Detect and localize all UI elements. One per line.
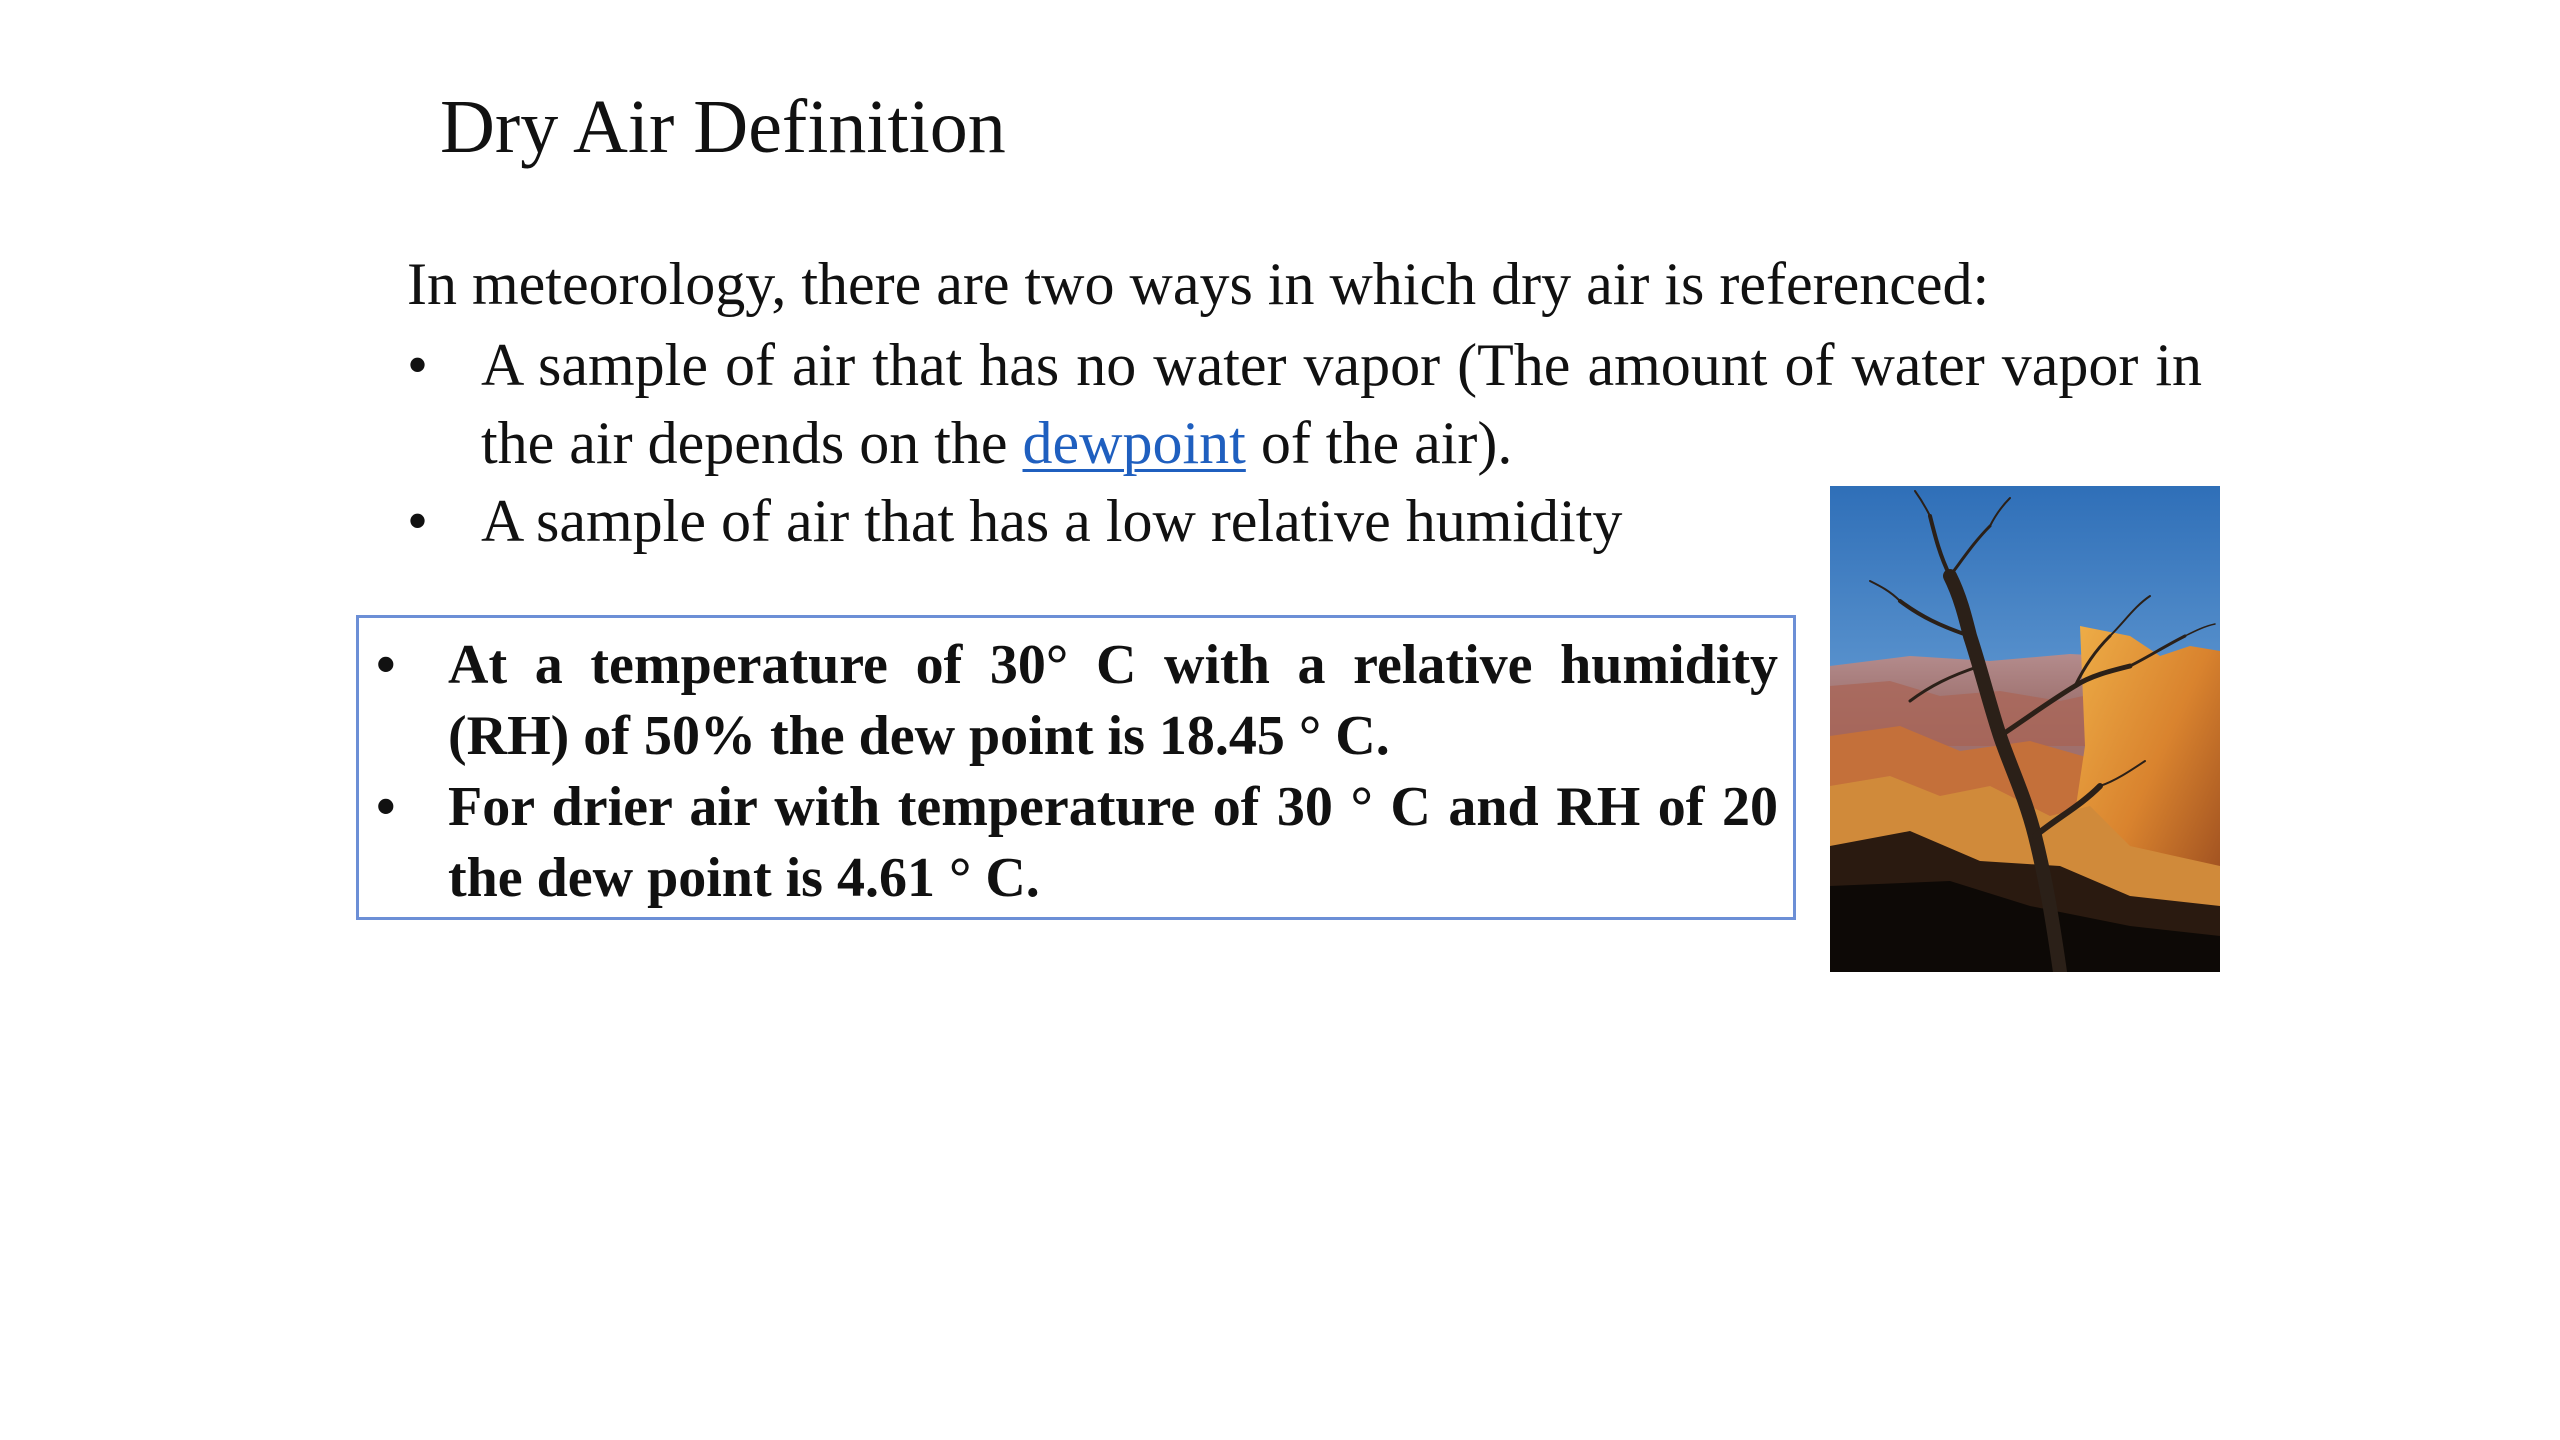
example-list (376, 630, 1778, 914)
bullet-symbol: • (407, 488, 429, 554)
intro-text: In meteorology, there are two ways in which dry air is referenced: (407, 251, 1990, 317)
bullet-symbol: • (376, 776, 396, 838)
list-item (376, 630, 1778, 772)
list-item (407, 326, 2202, 482)
dewpoint-link[interactable]: dewpoint (1022, 410, 1246, 476)
list-item (376, 772, 1778, 914)
example-text: For drier air with temperature of 30 ° C and RH of 20 the dew point is 4.61 ° C. (448, 776, 1778, 909)
bullet-symbol: • (407, 332, 429, 398)
example-text: At a temperature of 30° C with a relative humidity (RH) of 50% the dew point is 18.45 ° C. (448, 634, 1778, 767)
bullet-text: A sample of air that has a low relative humidity (481, 488, 1623, 554)
bullet-text-before-link: A sample of air that has no water vapor (The amount of water vapor in the air depends on the (481, 332, 2202, 476)
bullet-symbol: • (376, 634, 396, 696)
canyon-tree-photo (1830, 486, 2220, 972)
example-box (356, 615, 1796, 920)
canyon-tree-image (1830, 486, 2220, 972)
slide-title: Dry Air Definition (440, 85, 1006, 169)
bullet-text-after-link: of the air). (1245, 410, 1513, 476)
